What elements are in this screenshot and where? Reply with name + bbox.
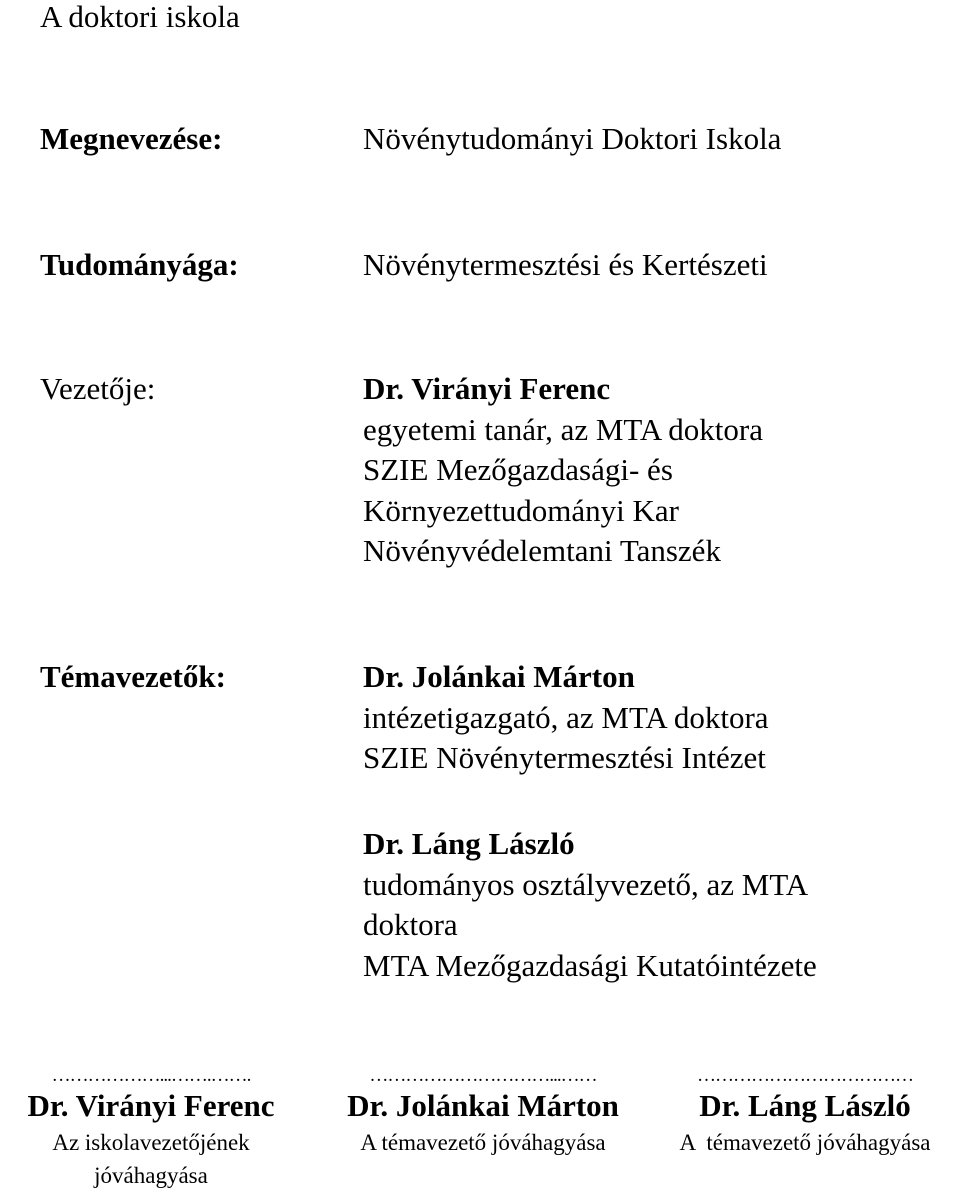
signature-role: Az iskolavezetőjének jóváhagyása <box>52 1130 250 1188</box>
head-name: Dr. Virányi Ferenc <box>363 371 611 406</box>
supervisor-2-institute: MTA Mezőgazdasági Kutatóintézete <box>363 947 817 983</box>
supervisor-2-title-cont: doktora <box>363 907 458 942</box>
supervisor-1-block <box>363 657 769 779</box>
field-label: Tudományága: <box>40 247 239 282</box>
page-title: A doktori iskola <box>40 0 240 34</box>
signature-head <box>0 1066 302 1192</box>
signature-line: ……………………………… <box>697 1065 913 1086</box>
head-department: Növényvédelemtani Tanszék <box>363 533 721 568</box>
signature-line: …………………………...…… <box>369 1065 597 1086</box>
head-label: Vezetője: <box>40 371 156 406</box>
supervisors-label: Témavezetők: <box>40 659 226 694</box>
name-label: Megnevezése: <box>40 121 223 156</box>
supervisor-2-name: Dr. Láng László <box>363 826 575 861</box>
signature-role: A témavezető jóváhagyása <box>679 1130 931 1155</box>
supervisor-1-title: intézetigazgató, az MTA doktora <box>363 699 769 735</box>
signature-name: Dr. Láng László <box>699 1088 911 1123</box>
signature-name: Dr. Jolánkai Márton <box>347 1088 619 1123</box>
head-faculty-line2: Környezettudományi Kar <box>363 492 679 528</box>
head-faculty-line1: SZIE Mezőgazdasági- és <box>363 452 673 487</box>
signature-line: ………………...…….……. <box>51 1065 251 1086</box>
signature-name: Dr. Virányi Ferenc <box>27 1088 275 1123</box>
supervisor-1-name: Dr. Jolánkai Márton <box>363 659 635 694</box>
name-value: Növénytudományi Doktori Iskola <box>363 121 782 156</box>
field-value: Növénytermesztési és Kertészeti <box>363 247 768 282</box>
head-title: egyetemi tanár, az MTA doktora <box>363 411 763 447</box>
head-block <box>363 369 763 572</box>
supervisor-2-block <box>363 824 817 986</box>
supervisor-2-title: tudományos osztályvezető, az MTA <box>363 866 809 902</box>
supervisor-1-institute: SZIE Növénytermesztési Intézet <box>363 740 766 775</box>
signature-role: A témavezető jóváhagyása <box>360 1130 606 1155</box>
signature-supervisor-1 <box>318 1066 648 1159</box>
signature-supervisor-2 <box>650 1066 960 1159</box>
